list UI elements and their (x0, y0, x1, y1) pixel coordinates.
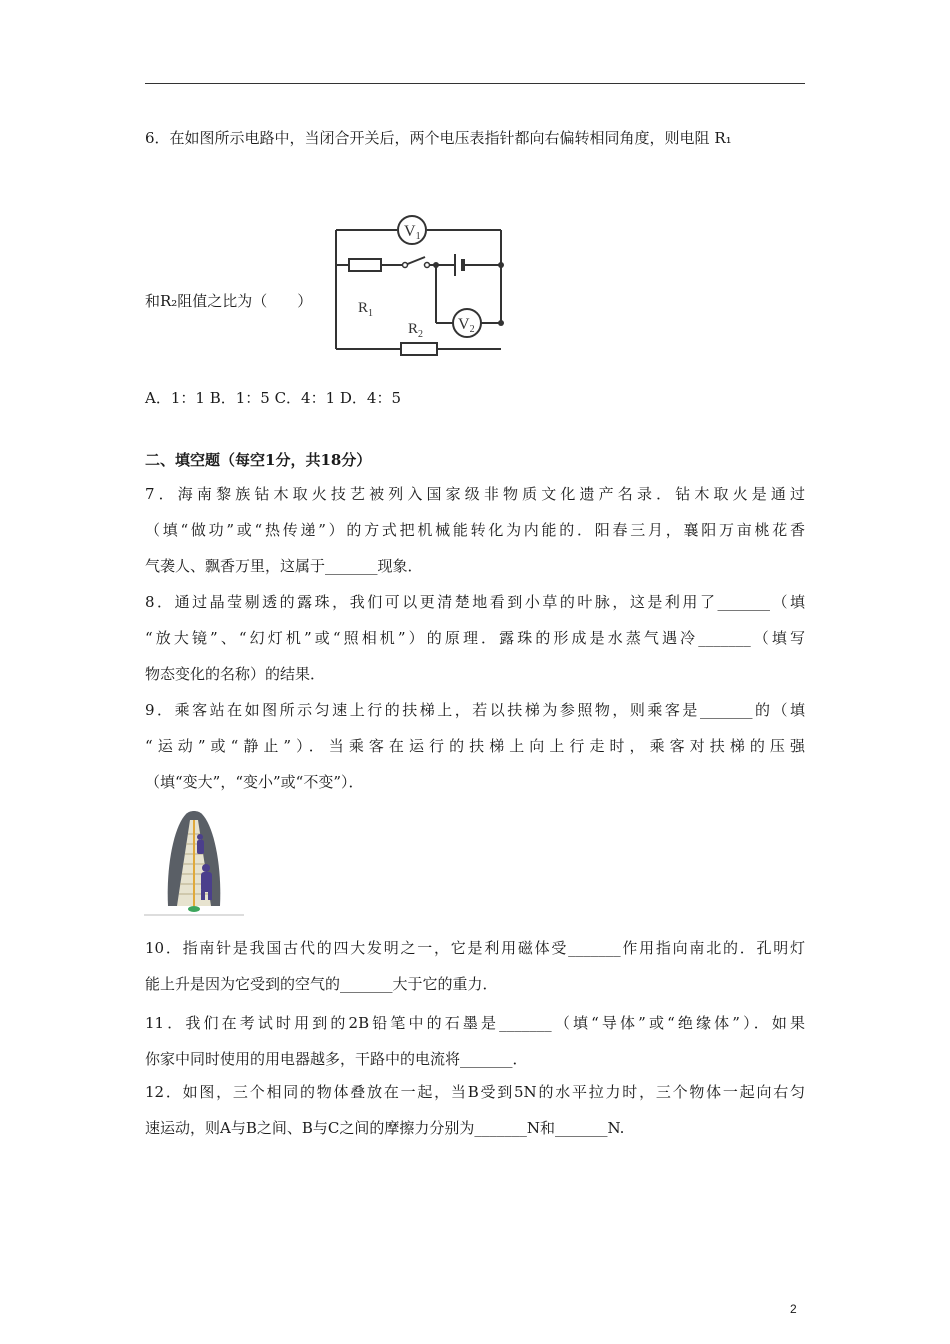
section-heading: 二、填空题（每空1分，共18分） (145, 451, 372, 469)
question-8-line: “放大镜”、“幻灯机”或“照相机”）的原理．露珠的形成是水蒸气遇冷_______（填写 (145, 629, 805, 647)
header-rule (145, 83, 805, 84)
battery (454, 253, 465, 277)
question-6-line-2: 和R₂阻值之比为（ ） (145, 292, 313, 310)
question-10-line: 10．指南针是我国古代的四大发明之一，它是利用磁体受_______作用指向南北的．孔明灯 (145, 939, 805, 957)
escalator-image (144, 806, 244, 918)
question-7-line: 气袭人、飘香万里，这属于_______现象． (145, 557, 423, 575)
question-6-options: A．1：1 B．1：5 C．4：1 D．4：5 (145, 389, 402, 407)
page-number: 2 (790, 1302, 797, 1316)
question-7-line: （填“做功”或“热传递”）的方式把机械能转化为内能的．阳春三月，襄阳万亩桃花香 (145, 521, 805, 539)
question-10 (145, 930, 805, 1002)
svg-text:V1: V1 (404, 223, 421, 242)
circuit-diagram (333, 205, 511, 361)
question-8-line: 8．通过晶莹剔透的露珠，我们可以更清楚地看到小草的叶脉，这是利用了_______（填 (145, 593, 805, 611)
question-9 (145, 692, 805, 800)
question-8-line: 物态变化的名称）的结果． (145, 665, 326, 683)
question-9-line: 9．乘客站在如图所示匀速上行的扶梯上，若以扶梯为参照物，则乘客是_______的（填 (145, 701, 805, 719)
question-9-line: “运动”或“静止”）．当乘客在运行的扶梯上向上行走时，乘客对扶梯的压强 (145, 737, 805, 755)
question-10-line: 能上升是因为它受到的空气的_______大于它的重力． (145, 975, 498, 993)
question-7 (145, 476, 805, 584)
question-12-line: 速运动，则A与B之间、B与C之间的摩擦力分别为_______N和_______N. (145, 1119, 625, 1137)
question-11-line: 11．我们在考试时用到的2B铅笔中的石墨是_______（填“导体”或“绝缘体”）．如果 (145, 1014, 805, 1032)
question-12-line: 12．如图，三个相同的物体叠放在一起，当B受到5N的水平拉力时，三个物体一起向右匀 (145, 1083, 805, 1101)
svg-text:R1: $R_1$ (358, 300, 374, 319)
question-6-line-1: 6．在如图所示电路中，当闭合开关后，两个电压表指针都向右偏转相同角度，则电阻 R₁ (145, 129, 732, 147)
svg-text:V2: V2 (458, 316, 475, 335)
question-11 (145, 1005, 805, 1077)
question-7-line: 7．海南黎族钻木取火技艺被列入国家级非物质文化遗产名录．钻木取火是通过 (145, 485, 805, 503)
question-8 (145, 584, 805, 692)
switch-contacts (403, 263, 430, 268)
svg-text:R2: $R_2$ (408, 321, 424, 340)
question-11-line: 你家中同时使用的用电器越多，干路中的电流将_______． (145, 1050, 528, 1068)
question-12 (145, 1074, 805, 1146)
question-9-line: （填“变大”，“变小”或“不变”）． (145, 773, 364, 791)
